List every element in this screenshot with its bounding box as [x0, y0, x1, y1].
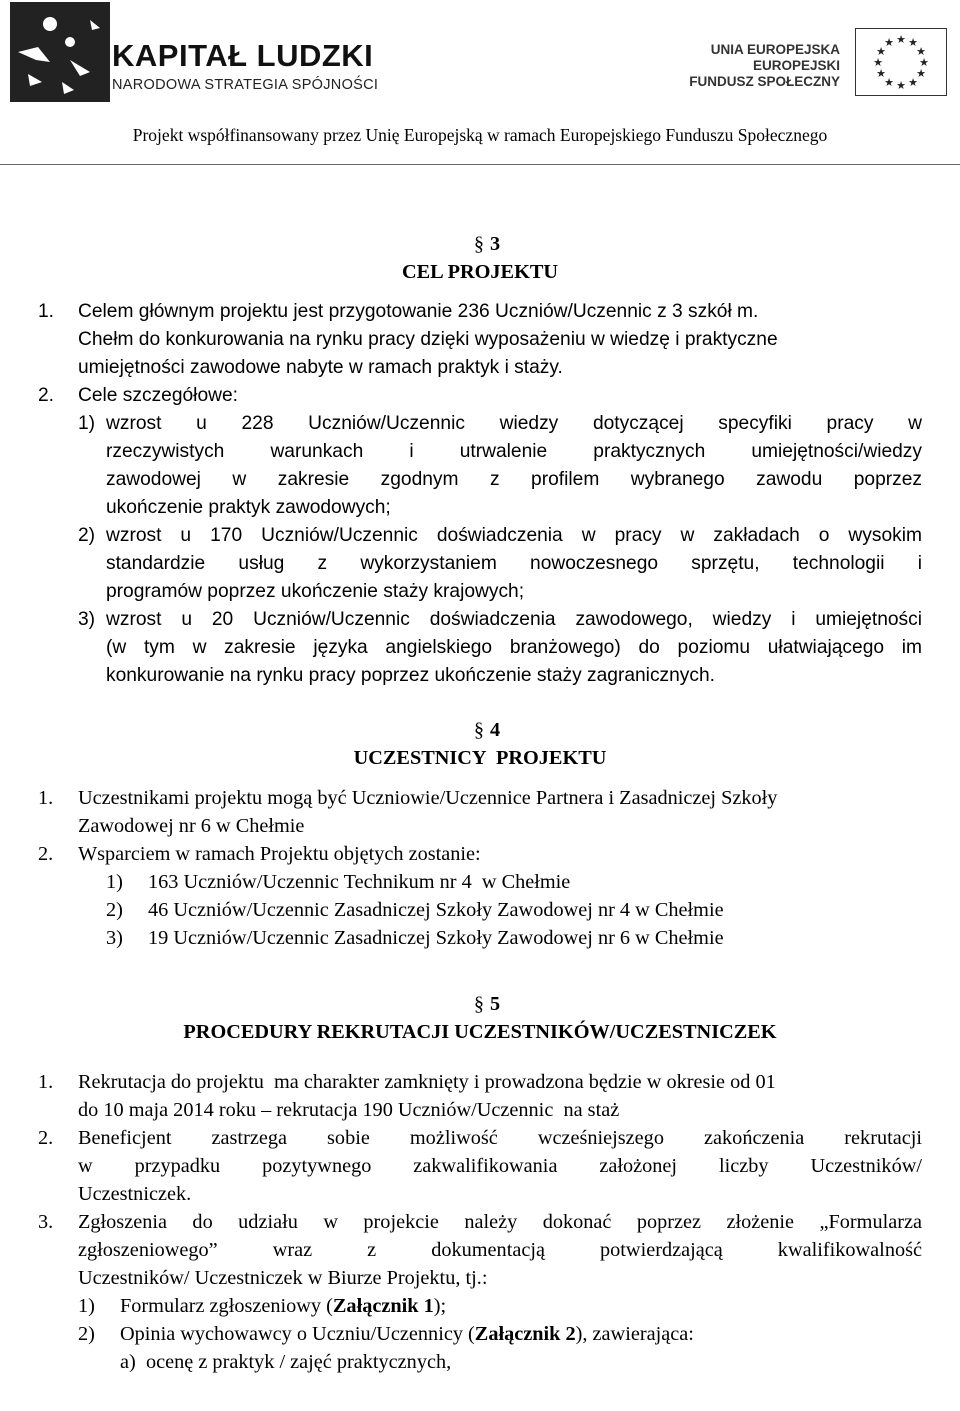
svg-text:★: ★: [876, 68, 886, 80]
section-5-heading: [0, 990, 960, 1046]
goal-3: [0, 606, 960, 690]
text-line: 19 Uczniów/Uczennic Zasadniczej Szkoły Zawodowej nr 6 w Chełmie: [148, 927, 724, 949]
text-line: ocenę z praktyk / zajęć praktycznych,: [146, 1351, 452, 1373]
text-line: ukończenie praktyk zawodowych;: [106, 497, 391, 518]
item-number: 1.: [38, 1071, 54, 1093]
svg-text:★: ★: [884, 37, 894, 49]
item-number: 1): [106, 871, 123, 893]
item-number: 2): [78, 1323, 95, 1345]
logo-title: KAPITAŁ LUDZKI: [112, 38, 374, 73]
text-line: Rekrutacja do projektu ma charakter zamknięty i prowadzona będzie w okresie od 01: [78, 1071, 776, 1093]
svg-text:★: ★: [884, 77, 894, 89]
text-line: programów poprzez ukończenie staży krajowych;: [106, 581, 525, 602]
paragraph-symbol: §: [473, 233, 484, 255]
text-line: w przypadku pozytywnego zakwalifikowania założonej liczby Uczestników/: [78, 1155, 922, 1177]
svg-text:★: ★: [908, 77, 918, 89]
text-segment: Formularz zgłoszeniowy (: [120, 1295, 333, 1317]
goal-2: [0, 522, 960, 606]
section-title: CEL PROJEKTU: [401, 261, 559, 283]
section-5-item-3: [0, 1208, 960, 1292]
text-segment: );: [433, 1295, 447, 1317]
item-number: 1.: [38, 301, 55, 322]
svg-text:★: ★: [896, 34, 906, 46]
section-4-heading: [0, 716, 960, 772]
cofinancing-note: Projekt współfinansowany przez Unię Europejską w ramach Europejskiego Funduszu Społecznego: [132, 125, 828, 145]
text-line: 46 Uczniów/Uczennic Zasadniczej Szkoły Zawodowej nr 4 w Chełmie: [148, 899, 724, 921]
text-line: rzeczywistych warunkach i utrwalenie praktycznych umiejętności/wiedzy: [106, 441, 922, 462]
item-number: 2): [78, 525, 96, 546]
svg-text:★: ★: [873, 57, 883, 69]
attachment-ref: Załącznik 2: [474, 1323, 576, 1345]
section-title: PROCEDURY REKRUTACJI UCZESTNIKÓW/UCZESTNICZEK: [183, 1021, 777, 1043]
section-5-item-2: [0, 1124, 960, 1208]
text-line: standardzie usług z wykorzystaniem nowoczesnego sprzętu, technologii i: [106, 553, 922, 574]
item-number: 3.: [38, 1211, 54, 1233]
svg-text:★: ★: [876, 46, 886, 58]
eu-line-3: FUNDUSZ SPOŁECZNY: [689, 74, 840, 89]
text-line: wzrost u 170 Uczniów/Uczennic doświadczenia w pracy w zakładach o wysokim: [106, 525, 922, 546]
header-divider: [0, 164, 960, 165]
svg-text:★: ★: [908, 37, 918, 49]
text-line: wzrost u 228 Uczniów/Uczennic wiedzy dotyczącej specyfiki pracy w: [106, 413, 922, 434]
item-number: 3): [106, 927, 123, 949]
text-line: 163 Uczniów/Uczennic Technikum nr 4 w Chełmie: [148, 871, 571, 893]
text-line: Zgłoszenia do udziału w projekcie należy dokonać poprzez złożenie „Formularza: [78, 1211, 922, 1233]
goal-1: [0, 410, 960, 522]
required-document-2a: [0, 1348, 960, 1376]
item-number: 1): [78, 1295, 95, 1317]
svg-text:★: ★: [916, 68, 926, 80]
required-document-2: [0, 1320, 960, 1348]
svg-text:★: ★: [919, 57, 929, 69]
eu-fund-text: [689, 42, 840, 90]
section-number: 4: [490, 719, 501, 741]
section-number: 3: [490, 233, 501, 255]
eu-line-1: UNIA EUROPEJSKA: [710, 42, 840, 57]
item-number: 1): [78, 413, 96, 434]
participant-group-3: [0, 924, 960, 952]
attachment-ref: Załącznik 1: [332, 1295, 434, 1317]
text-line: Wsparciem w ramach Projektu objętych zostanie:: [78, 843, 481, 865]
item-number: 3): [78, 609, 96, 630]
section-3-item-1: [0, 298, 960, 382]
text-line: zgłoszeniowego” wraz z dokumentacją potwierdzającą kwalifikowalność: [78, 1239, 922, 1261]
text-line: wzrost u 20 Uczniów/Uczennic doświadczenia zawodowego, wiedzy i umiejętności: [106, 609, 922, 630]
section-3-heading: [0, 230, 960, 286]
text-segment: Opinia wychowawcy o Uczniu/Uczennicy (: [120, 1323, 475, 1345]
text-line: do 10 maja 2014 roku – rekrutacja 190 Uczniów/Uczennic na staż: [78, 1099, 620, 1121]
text-line: Cele szczegółowe:: [78, 385, 238, 406]
kapital-ludzki-logo-icon: [10, 2, 110, 102]
participant-group-1: [0, 868, 960, 896]
section-4-item-2: [0, 840, 960, 868]
section-title: UCZESTNICY PROJEKTU: [353, 747, 607, 769]
text-line: Zawodowej nr 6 w Chełmie: [78, 815, 305, 837]
text-line: Beneficjent zastrzega sobie możliwość wcześniejszego zakończenia rekrutacji: [78, 1127, 922, 1149]
document-body: [0, 230, 960, 1376]
required-document-1: [0, 1292, 960, 1320]
text-line: konkurowanie na rynku pracy poprzez ukończenie staży zagranicznych.: [106, 665, 715, 686]
item-number: 1.: [38, 787, 54, 809]
eu-line-2: EUROPEJSKI: [752, 58, 840, 73]
item-number: 2.: [38, 385, 55, 406]
svg-text:★: ★: [916, 46, 926, 58]
item-number: 2): [106, 899, 123, 921]
text-line: Chełm do konkurowania na rynku pracy dzięki wyposażeniu w wiedzę i praktyczne: [78, 329, 778, 350]
text-line: Uczestniczek.: [78, 1183, 192, 1205]
text-segment: ), zawierająca:: [575, 1323, 694, 1345]
page-header: [0, 0, 960, 170]
kapital-ludzki-text: [112, 40, 378, 94]
participant-group-2: [0, 896, 960, 924]
svg-text:★: ★: [896, 80, 906, 92]
item-number: 2.: [38, 1127, 54, 1149]
item-number: a): [120, 1351, 136, 1373]
section-number: 5: [490, 993, 501, 1015]
text-line: (w tym w zakresie języka angielskiego branżowego) do poziomu ułatwiającego im: [106, 637, 922, 658]
item-number: 2.: [38, 843, 54, 865]
section-4-item-1: [0, 784, 960, 840]
section-5-item-1: [0, 1068, 960, 1124]
text-line: Uczestnikami projektu mogą być Uczniowie/Uczennice Partnera i Zasadniczej Szkoły: [78, 787, 778, 809]
text-line: zawodowej w zakresie zgodnym z profilem wybranego zawodu poprzez: [106, 469, 922, 490]
eu-flag-icon: [855, 28, 947, 96]
text-line: Celem głównym projektu jest przygotowanie 236 Uczniów/Uczennic z 3 szkół m.: [78, 301, 759, 322]
section-3-item-2: [0, 382, 960, 410]
paragraph-symbol: §: [473, 719, 484, 741]
text-line: Uczestników/ Uczestniczek w Biurze Projektu, tj.:: [78, 1267, 488, 1289]
text-line: umiejętności zawodowe nabyte w ramach praktyk i staży.: [78, 357, 563, 378]
paragraph-symbol: §: [473, 993, 484, 1015]
logo-subtitle: NARODOWA STRATEGIA SPÓJNOŚCI: [112, 77, 379, 93]
